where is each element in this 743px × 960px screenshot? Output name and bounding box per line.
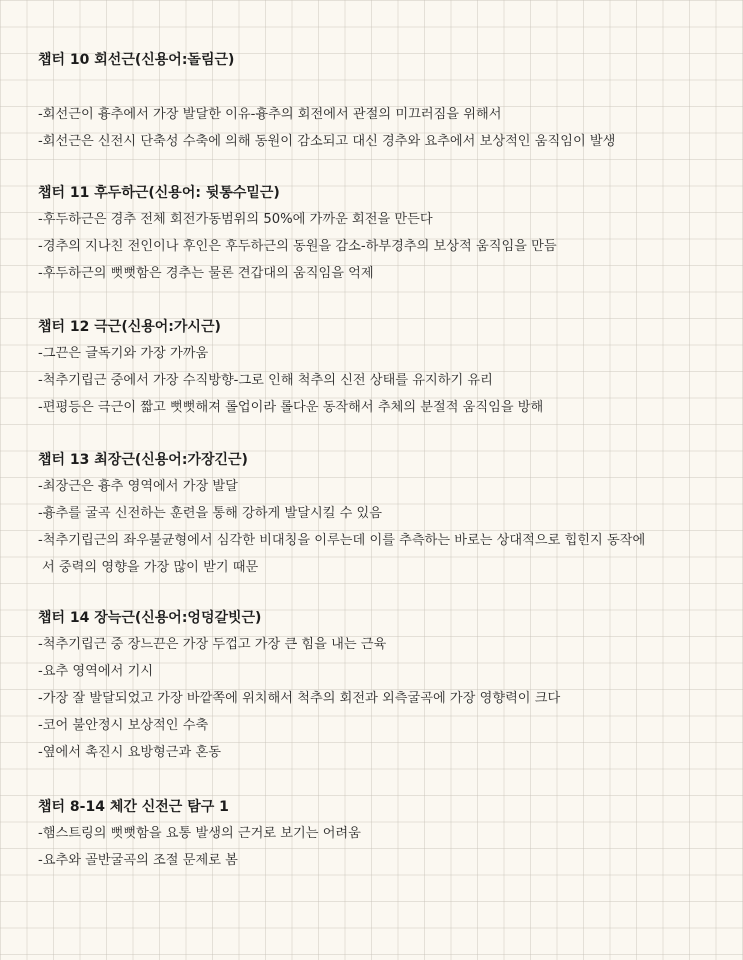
list-item: -척추기립근 중에서 가장 수직방향-그로 인해 척추의 신전 상태를 유지하기 유리 <box>38 373 493 388</box>
section-chapter-8-14 <box>38 794 723 874</box>
section-heading: 챕터 8-14 체간 신전근 탐구 1 <box>38 799 229 815</box>
section-chapter-11 <box>38 180 723 287</box>
section-heading: 챕터 10 회선근(신용어:돌림근) <box>38 52 235 68</box>
list-item: -옆에서 촉진시 요방형근과 혼동 <box>38 745 221 760</box>
list-item: -회선근은 신전시 단축성 수축에 의해 동원이 감소되고 대신 경추와 요추에서 보상적인 움직임이 발생 <box>38 134 616 149</box>
section-chapter-13 <box>38 447 723 581</box>
section-chapter-12 <box>38 314 723 421</box>
list-item: -가장 잘 발달되었고 가장 바깥쪽에 위치해서 척추의 회전과 외측굴곡에 가장 영향력이 크다 <box>38 691 561 706</box>
list-item: -회선근이 흉추에서 가장 발달한 이유-흉추의 회전에서 관절의 미끄러짐을 위해서 <box>38 107 502 122</box>
section-heading: 챕터 11 후두하근(신용어: 뒷통수밑근) <box>38 185 280 201</box>
list-item: -그끈은 글독기와 가장 가까움 <box>38 346 209 361</box>
list-item: -경추의 지나친 전인이나 후인은 후두하근의 동원을 감소-하부경추의 보상적 움직임을 만듬 <box>38 239 557 254</box>
list-item: -햄스트링의 뻣뻣함을 요통 발생의 근거로 보기는 어려움 <box>38 826 361 841</box>
list-item: -척추기립근의 좌우불균형에서 심각한 비대칭을 이루는데 이를 추측하는 바로는 상대적으로 힙힌지 동작에 <box>38 533 646 548</box>
section-heading: 챕터 14 장늑근(신용어:엉덩갈빗근) <box>38 610 262 626</box>
list-item: -후두하근의 뻣뻣함은 경추는 물론 견갑대의 움직임을 억제 <box>38 266 374 281</box>
list-item: -요추 영역에서 기시 <box>38 664 154 679</box>
list-item: -척추기립근 중 장느끈은 가장 두껍고 가장 큰 힘을 내는 근육 <box>38 637 387 652</box>
list-item: -최장근은 흉추 영역에서 가장 발달 <box>38 479 238 494</box>
section-chapter-14 <box>38 605 723 766</box>
section-chapter-10 <box>38 47 723 155</box>
list-item: -흉추를 굴곡 신전하는 훈련을 통해 강하게 발달시킬 수 있음 <box>38 506 383 521</box>
list-item: -후두하근은 경추 전체 회전가동범위의 50%에 가까운 회전을 만든다 <box>38 212 433 227</box>
list-item: -요추와 골반굴곡의 조절 문제로 봄 <box>38 853 238 868</box>
list-item: -코어 불안정시 보상적인 수축 <box>38 718 209 733</box>
section-heading: 챕터 12 극근(신용어:가시근) <box>38 319 221 335</box>
section-heading: 챕터 13 최장근(신용어:가장긴근) <box>38 452 248 468</box>
list-item-continuation: 서 중력의 영향을 가장 많이 받기 때문 <box>42 560 259 575</box>
list-item: -편평등은 극근이 짧고 뻣뻣해져 롤업이라 롤다운 동작해서 추체의 분절적 움직임을 방해 <box>38 400 544 415</box>
